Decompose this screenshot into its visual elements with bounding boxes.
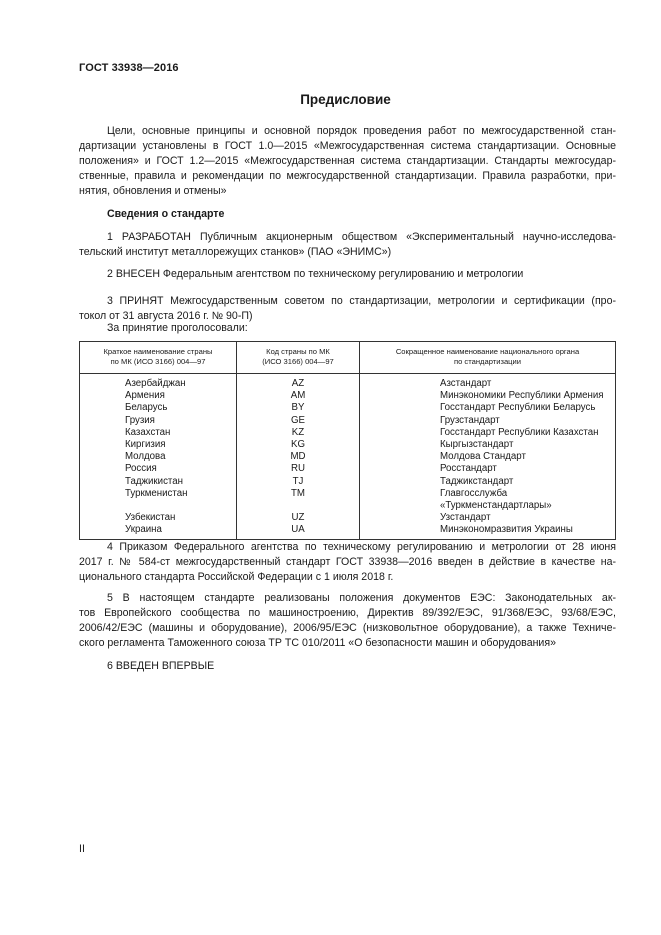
table-row — [80, 524, 616, 539]
intro-line: дартизации установлены в ГОСТ 1.0—2015 «Межгосударственная система стандартизации. Основные — [79, 140, 616, 152]
country-name: Грузия — [80, 415, 237, 427]
country-name: Беларусь — [80, 402, 237, 414]
page-title — [0, 92, 661, 107]
country-name: Азербайджан — [80, 374, 237, 391]
voted-label: За принятие проголосовали: — [107, 322, 248, 334]
table-row — [80, 402, 616, 414]
table-row — [80, 476, 616, 488]
standards-body: Грузстандарт — [360, 415, 616, 427]
country-code: TJ — [237, 476, 360, 488]
item-4-line: 2017 г. № 584-ст межгосударственный стандарт ГОСТ 33938—2016 введен в действие в качестве на- — [79, 556, 616, 568]
country-code: UA — [237, 524, 360, 539]
table-row — [80, 488, 616, 512]
country-code: TM — [237, 488, 360, 512]
country-code: KG — [237, 439, 360, 451]
item-5-line: тов Европейского сообщества по машиностроению, Директив 89/392/ЕЭС, 91/368/ЕЭС, 93/68/ЕЭС, — [79, 607, 616, 619]
country-name: Таджикистан — [80, 476, 237, 488]
country-name: Киргизия — [80, 439, 237, 451]
item-1-paragraph — [79, 230, 616, 260]
page-number: II — [79, 843, 85, 855]
standards-body: Минэкономики Республики Армения — [360, 390, 616, 402]
item-1-line: 1 РАЗРАБОТАН Публичным акционерным обществом «Экспериментальный научно-исследова- — [107, 231, 616, 243]
table-row — [80, 451, 616, 463]
table-row — [80, 512, 616, 524]
table-row — [80, 427, 616, 439]
section-title: Сведения о стандарте — [107, 208, 225, 220]
table-row — [80, 439, 616, 451]
standards-body: Росстандарт — [360, 463, 616, 475]
document-code-header: ГОСТ 33938—2016 — [79, 62, 179, 74]
page-title-text: Предисловие — [300, 92, 391, 107]
country-name: Россия — [80, 463, 237, 475]
standards-body: Госстандарт Республики Казахстан — [360, 427, 616, 439]
standards-body: Главгосслужба «Туркменстандартлары» — [360, 488, 616, 512]
item-5-line: ского регламента Таможенного союза ТР ТС 010/2011 «О безопасности машин и оборудования» — [79, 637, 556, 649]
standards-body: Кыргызстандарт — [360, 439, 616, 451]
item-6-text: 6 ВВЕДЕН ВПЕРВЫЕ — [107, 660, 215, 672]
table-header-row — [80, 342, 616, 374]
country-code: AM — [237, 390, 360, 402]
item-3-paragraph — [79, 294, 616, 324]
country-name: Казахстан — [80, 427, 237, 439]
item-4-paragraph — [79, 540, 616, 585]
standards-body: Молдова Стандарт — [360, 451, 616, 463]
standards-body: Минэкономразвития Украины — [360, 524, 616, 539]
country-name: Туркменистан — [80, 488, 237, 512]
table-row — [80, 463, 616, 475]
header-country-code: Код страны по МК (ИСО 3166) 004—97 — [237, 342, 360, 374]
standards-body: Госстандарт Республики Беларусь — [360, 402, 616, 414]
standards-body: Узстандарт — [360, 512, 616, 524]
header-standards-body: Сокращенное наименование национального органа по стандартизации — [360, 342, 616, 374]
intro-paragraph — [79, 124, 616, 199]
country-code: KZ — [237, 427, 360, 439]
header-country-name: Краткое наименование страны по МК (ИСО 3166) 004—97 — [80, 342, 237, 374]
intro-line: положения» и ГОСТ 1.2—2015 «Межгосударственная система стандартизации. Стандарты межгосудар- — [79, 155, 616, 167]
standards-body: Таджикстандарт — [360, 476, 616, 488]
country-name: Молдова — [80, 451, 237, 463]
intro-line: ственные, правила и рекомендации по межгосударственной стандартизации. Правила разработки, при- — [79, 170, 616, 182]
item-3-line: 3 ПРИНЯТ Межгосударственным советом по стандартизации, метрологии и сертификации (про- — [107, 295, 616, 307]
item-4-line: 4 Приказом Федерального агентства по техническому регулированию и метрологии от 28 июня — [107, 541, 616, 553]
country-code: MD — [237, 451, 360, 463]
standards-body: Азстандарт — [360, 374, 616, 391]
country-name: Армения — [80, 390, 237, 402]
item-5-line: 2006/42/ЕЭС (машины и оборудование), 2006/95/ЕЭС (низковольтное оборудование), а также Техниче- — [79, 622, 616, 634]
intro-line: Цели, основные принципы и основной порядок проведения работ по межгосударственной стан- — [107, 125, 616, 137]
item-5-paragraph — [79, 591, 616, 651]
table-row — [80, 374, 616, 391]
country-name: Узбекистан — [80, 512, 237, 524]
country-code: GE — [237, 415, 360, 427]
table-row — [80, 390, 616, 402]
item-5-line: 5 В настоящем стандарте реализованы положения документов ЕЭС: Законодательных ак- — [107, 592, 616, 604]
item-2-text: 2 ВНЕСЕН Федеральным агентством по техническому регулированию и метрологии — [107, 268, 524, 280]
item-4-line: ционального стандарта Российской Федерации с 1 июля 2018 г. — [79, 571, 394, 583]
voting-table — [79, 341, 616, 540]
country-code: UZ — [237, 512, 360, 524]
country-name: Украина — [80, 524, 237, 539]
intro-line: нятия, обновления и отмены» — [79, 185, 227, 197]
item-1-line: тельский институт металлорежущих станков» (ПАО «ЭНИМС») — [79, 246, 392, 258]
table-row — [80, 415, 616, 427]
item-3-line: токол от 31 августа 2016 г. № 90-П) — [79, 310, 253, 322]
country-code: BY — [237, 402, 360, 414]
country-code: RU — [237, 463, 360, 475]
country-code: AZ — [237, 374, 360, 391]
